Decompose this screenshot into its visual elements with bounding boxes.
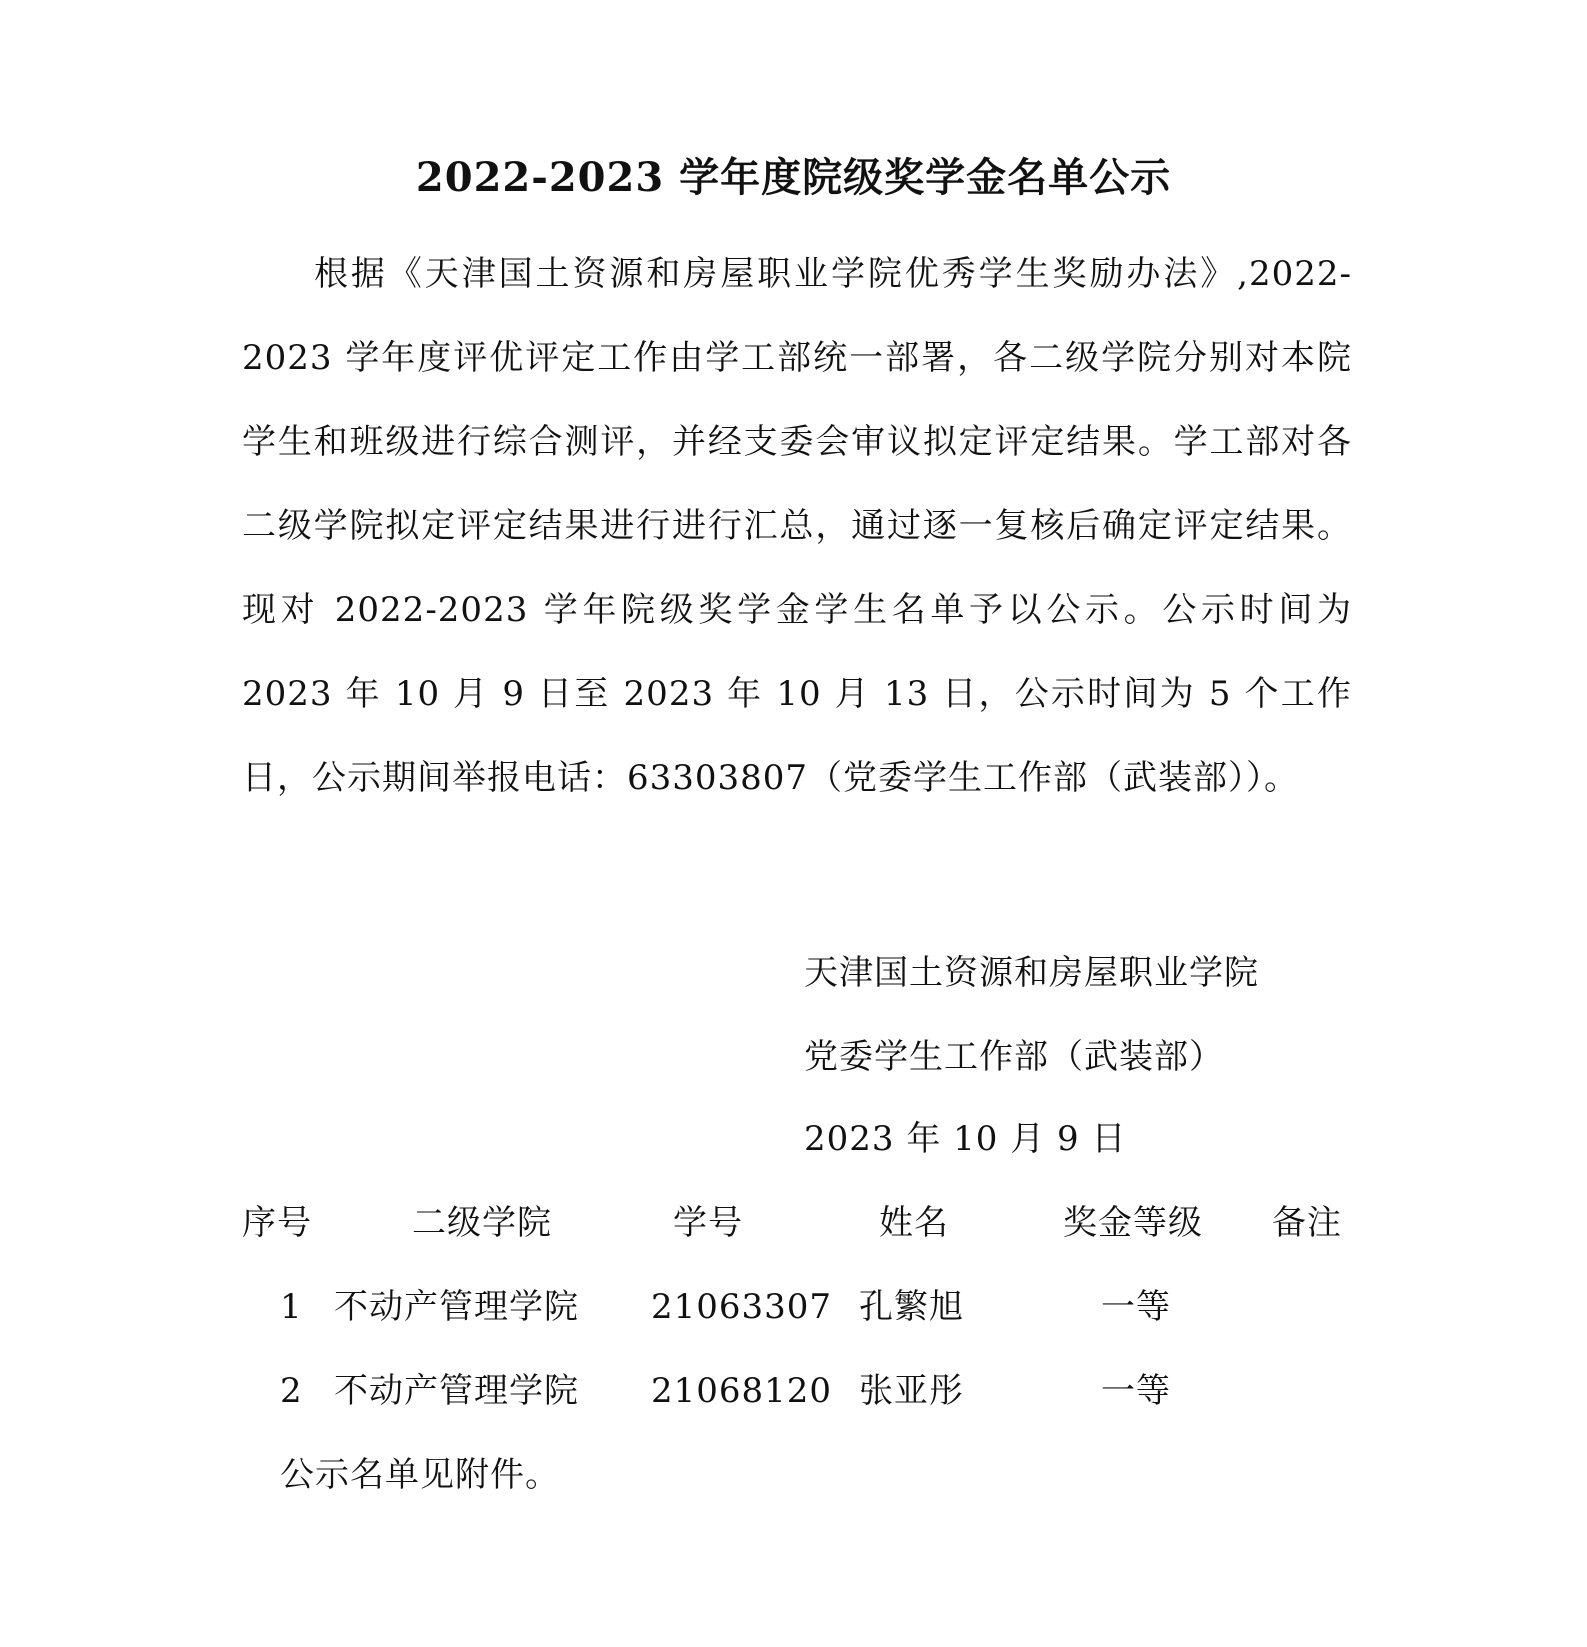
row-student-id: 21068120 — [651, 1371, 833, 1411]
row-seq: 1 — [280, 1287, 303, 1327]
header-student-id: 学号 — [673, 1203, 743, 1243]
row-student-id: 21063307 — [651, 1287, 833, 1327]
signature-org: 天津国土资源和房屋职业学院 — [804, 953, 1259, 993]
header-seq: 序号 — [242, 1203, 312, 1243]
row-name: 张亚彤 — [859, 1371, 964, 1411]
signature-dept: 党委学生工作部（武装部） — [804, 1037, 1224, 1077]
row-college: 不动产管理学院 — [334, 1371, 579, 1411]
row-grade: 一等 — [1101, 1371, 1171, 1411]
signature-date: 2023 年 10 月 9 日 — [804, 1119, 1127, 1159]
attachment-note: 公示名单见附件。 — [280, 1455, 560, 1495]
row-college: 不动产管理学院 — [334, 1287, 579, 1327]
document-title: 2022-2023 学年度院级奖学金名单公示 — [415, 154, 1172, 201]
row-name: 孔繁旭 — [859, 1287, 964, 1327]
header-name: 姓名 — [879, 1203, 949, 1243]
announcement-body: 根据《天津国土资源和房屋职业学院优秀学生奖励办法》,2022-2023 学年度评优评定工作由学工部统一部署，各二级学院分别对本院学生和班级进行综合测评，并经支委会审议拟定评定结果。学工部对各二级学院拟定评定结果进行进行汇总，通过逐一复核后确定评定结果。现对 2022-2023 学年院级奖学金学生名单予以公示。公示时间为 2023 年 10 月 9 日至 2023 年 10 月 13 日，公示时间为 5 个工作日，公示期间举报电话：63303807（党委学生工作部（武装部））。 — [242, 254, 1352, 798]
header-college: 二级学院 — [412, 1203, 552, 1243]
row-grade: 一等 — [1101, 1287, 1171, 1327]
header-note: 备注 — [1272, 1203, 1342, 1243]
header-grade: 奖金等级 — [1063, 1203, 1203, 1243]
row-seq: 2 — [280, 1371, 303, 1411]
